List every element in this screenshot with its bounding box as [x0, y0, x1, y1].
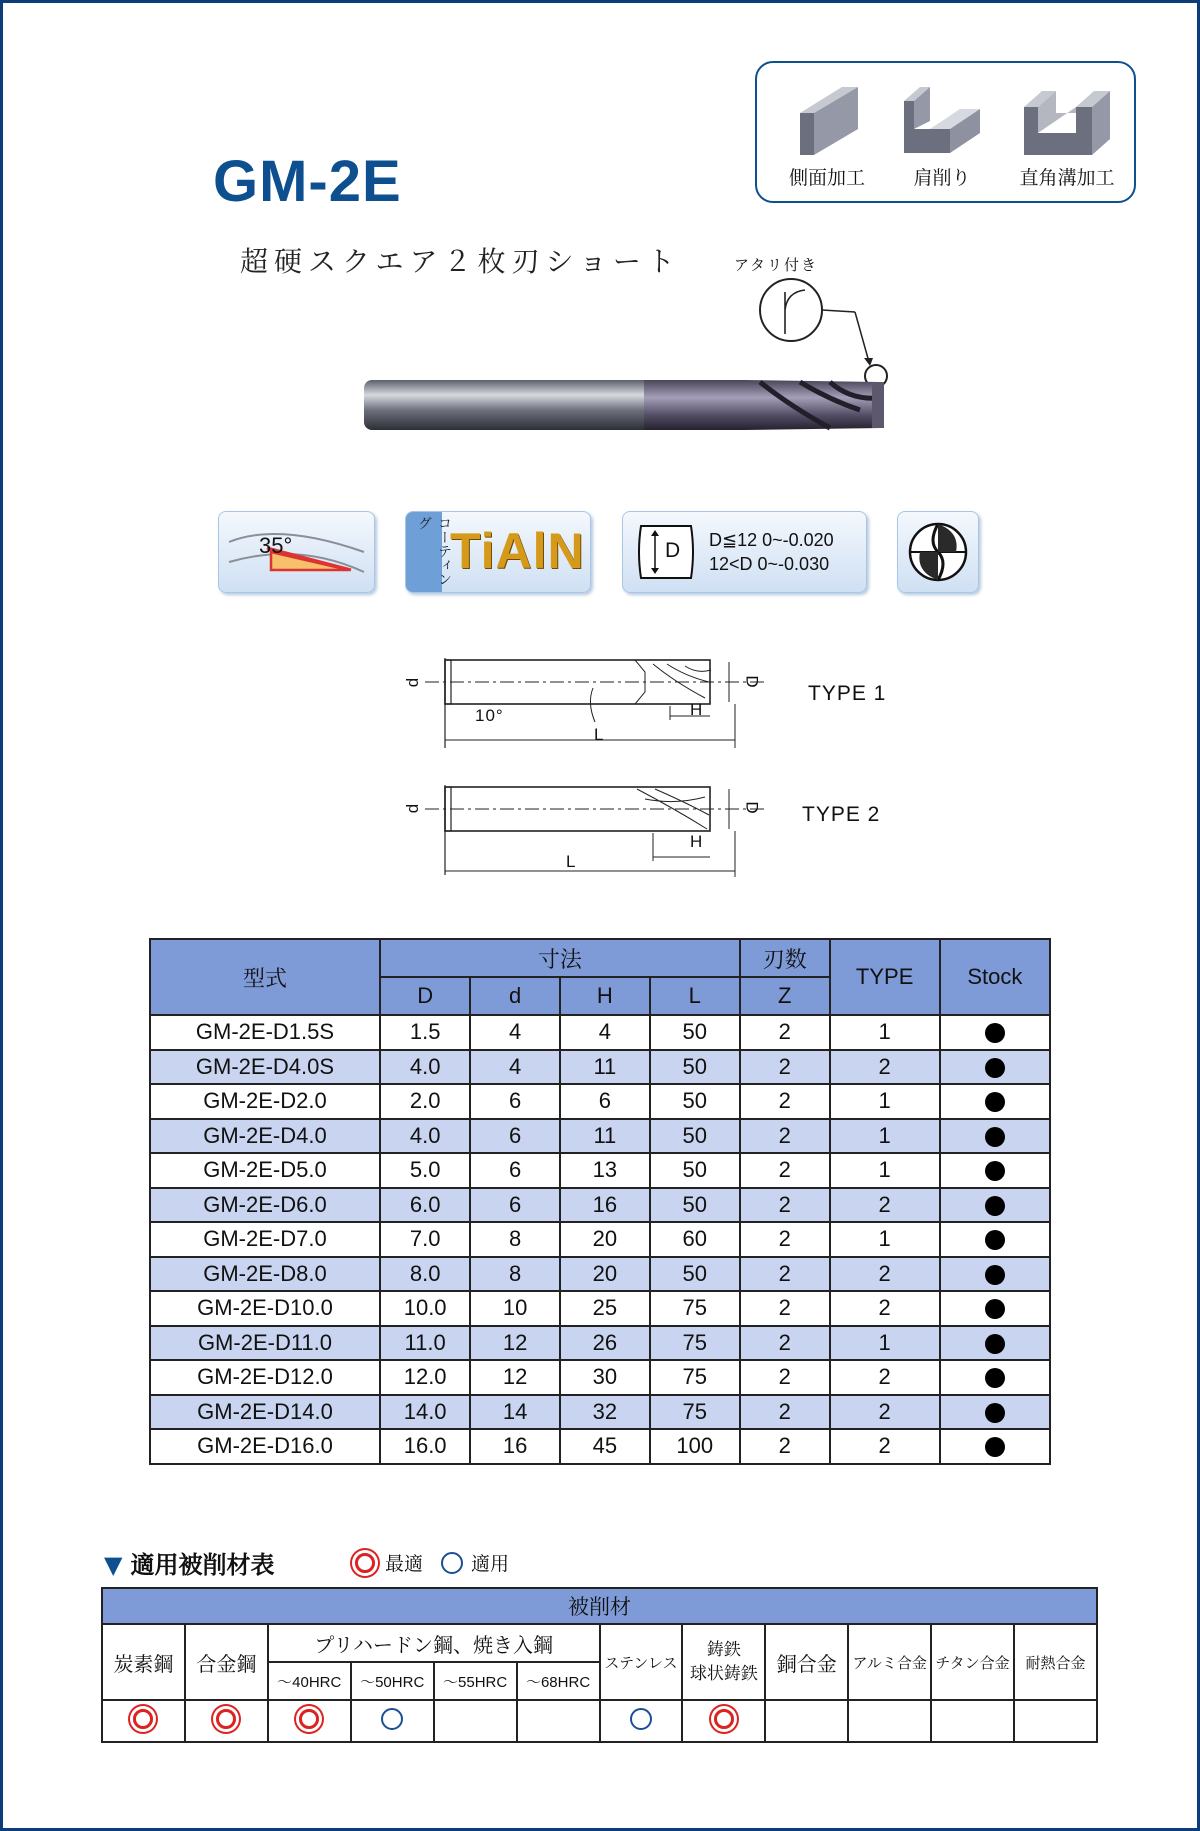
prehardened-group: プリハードン鋼、焼き入鋼	[268, 1624, 600, 1662]
in-stock-dot-icon	[985, 1023, 1005, 1043]
type2-drawing	[405, 775, 785, 880]
cell-stock	[940, 1291, 1050, 1326]
cell-l: 75	[650, 1326, 740, 1361]
cell-model: GM-2E-D10.0	[150, 1291, 380, 1326]
cell-type: 2	[830, 1429, 940, 1464]
circle-icon	[630, 1708, 652, 1730]
cell-model: GM-2E-D14.0	[150, 1395, 380, 1430]
flute-count-badge	[897, 511, 979, 593]
in-stock-dot-icon	[985, 1127, 1005, 1147]
shoulder-milling-icon	[900, 83, 984, 157]
cell-d: 6.0	[380, 1188, 470, 1223]
cell-stock	[940, 1222, 1050, 1257]
cell-stock	[940, 1015, 1050, 1050]
in-stock-dot-icon	[985, 1161, 1005, 1181]
cell-l: 50	[650, 1015, 740, 1050]
side-milling-icon	[792, 83, 862, 157]
cell-z: 2	[740, 1084, 830, 1119]
in-stock-dot-icon	[985, 1265, 1005, 1285]
cell-d: 10.0	[380, 1291, 470, 1326]
flute-length-label: H	[690, 832, 704, 851]
cell-d: 10	[470, 1291, 560, 1326]
table-row	[150, 1084, 1050, 1119]
cell-d: 4	[470, 1015, 560, 1050]
table-row	[150, 1119, 1050, 1154]
cell-type: 1	[830, 1084, 940, 1119]
cell-stock	[940, 1050, 1050, 1085]
cell-type: 2	[830, 1050, 940, 1085]
shank-diameter-label: d	[403, 802, 423, 814]
rating-cell	[434, 1700, 517, 1742]
rating-cell	[931, 1700, 1014, 1742]
tolerance-badge	[622, 511, 867, 593]
header-type: TYPE	[830, 939, 940, 1015]
in-stock-dot-icon	[985, 1092, 1005, 1112]
cell-z: 2	[740, 1222, 830, 1257]
cutting-diameter-label: D	[742, 675, 762, 689]
cell-d: 6	[470, 1119, 560, 1154]
circle-icon	[441, 1552, 463, 1574]
flute-length-label: H	[690, 700, 704, 719]
material-col: ～40HRC	[268, 1662, 351, 1700]
material-col: ステンレス	[600, 1624, 683, 1700]
rating-cell	[268, 1700, 351, 1742]
cell-l: 50	[650, 1119, 740, 1154]
table-row	[150, 1429, 1050, 1464]
cell-h: 30	[560, 1360, 650, 1395]
rating-cell	[102, 1700, 185, 1742]
rating-cell	[185, 1700, 268, 1742]
double-circle-icon	[714, 1709, 734, 1729]
cell-d: 2.0	[380, 1084, 470, 1119]
application-label: 直角溝加工	[1019, 167, 1115, 189]
helix-angle-badge	[218, 511, 375, 593]
table-row	[150, 1360, 1050, 1395]
cell-model: GM-2E-D11.0	[150, 1326, 380, 1361]
cell-h: 13	[560, 1153, 650, 1188]
triangle-icon: ▼	[104, 1551, 123, 1579]
cell-model: GM-2E-D16.0	[150, 1429, 380, 1464]
table-row	[150, 1395, 1050, 1430]
chamfer-angle-label: 10°	[475, 706, 504, 725]
cell-l: 50	[650, 1188, 740, 1223]
cell-l: 75	[650, 1395, 740, 1430]
coating-label-band	[406, 512, 452, 592]
in-stock-dot-icon	[985, 1058, 1005, 1078]
in-stock-dot-icon	[985, 1299, 1005, 1319]
coating-label: コーティング	[416, 516, 452, 586]
cell-z: 2	[740, 1153, 830, 1188]
cell-z: 2	[740, 1257, 830, 1292]
double-circle-icon	[355, 1553, 375, 1573]
cell-stock	[940, 1084, 1050, 1119]
overall-length-label: L	[594, 725, 605, 744]
in-stock-dot-icon	[985, 1403, 1005, 1423]
cell-model: GM-2E-D5.0	[150, 1153, 380, 1188]
cell-stock	[940, 1257, 1050, 1292]
cell-model: GM-2E-D2.0	[150, 1084, 380, 1119]
ratings-row	[102, 1700, 1097, 1742]
cell-d: 8	[470, 1222, 560, 1257]
tolerance-line: 12<D 0~-0.030	[709, 554, 830, 574]
cell-l: 60	[650, 1222, 740, 1257]
table-row	[150, 1050, 1050, 1085]
cell-z: 2	[740, 1291, 830, 1326]
material-col: 銅合金	[765, 1624, 848, 1700]
cell-type: 1	[830, 1119, 940, 1154]
cell-d: 16	[470, 1429, 560, 1464]
application-side-milling	[777, 83, 877, 190]
cutting-diameter-label: D	[742, 801, 762, 815]
header-D: D	[380, 977, 470, 1015]
type2-label: TYPE 2	[802, 803, 881, 826]
rating-cell	[765, 1700, 848, 1742]
cell-h: 32	[560, 1395, 650, 1430]
cell-d: 6	[470, 1188, 560, 1223]
cell-h: 16	[560, 1188, 650, 1223]
cell-model: GM-2E-D12.0	[150, 1360, 380, 1395]
cell-d: 12	[470, 1360, 560, 1395]
material-col: 合金鋼	[185, 1624, 268, 1700]
cell-h: 26	[560, 1326, 650, 1361]
materials-table	[101, 1587, 1098, 1743]
tolerance-values	[709, 528, 834, 576]
material-col: 鋳鉄 球状鋳鉄	[682, 1624, 765, 1700]
rating-cell	[682, 1700, 765, 1742]
cell-h: 20	[560, 1257, 650, 1292]
materials-title: 適用被削材表	[130, 1551, 275, 1579]
table-row	[150, 1188, 1050, 1223]
in-stock-dot-icon	[985, 1437, 1005, 1457]
cell-d: 4.0	[380, 1119, 470, 1154]
slotting-icon	[1020, 83, 1114, 157]
in-stock-dot-icon	[985, 1334, 1005, 1354]
cell-h: 20	[560, 1222, 650, 1257]
cell-type: 2	[830, 1360, 940, 1395]
cell-z: 2	[740, 1119, 830, 1154]
cell-d: 14.0	[380, 1395, 470, 1430]
material-col: 耐熱合金	[1014, 1624, 1097, 1700]
cell-stock	[940, 1360, 1050, 1395]
cell-d: 5.0	[380, 1153, 470, 1188]
application-slotting	[1007, 83, 1127, 190]
application-shoulder-milling	[892, 83, 992, 190]
application-box	[755, 61, 1136, 203]
legend-best	[350, 1549, 423, 1576]
cell-stock	[940, 1395, 1050, 1430]
cell-type: 2	[830, 1395, 940, 1430]
overall-length-label: L	[566, 852, 577, 871]
material-col: チタン合金	[931, 1624, 1014, 1700]
double-circle-icon	[216, 1709, 236, 1729]
legend-ok	[436, 1549, 509, 1576]
header-Z: Z	[740, 977, 830, 1015]
cell-z: 2	[740, 1429, 830, 1464]
cell-stock	[940, 1326, 1050, 1361]
material-col: ～50HRC	[351, 1662, 434, 1700]
cell-d: 14	[470, 1395, 560, 1430]
cell-stock	[940, 1119, 1050, 1154]
tolerance-symbol: D	[665, 539, 681, 562]
product-model-title: GM-2E	[213, 149, 402, 214]
cell-model: GM-2E-D7.0	[150, 1222, 380, 1257]
cell-stock	[940, 1188, 1050, 1223]
cell-type: 2	[830, 1257, 940, 1292]
in-stock-dot-icon	[985, 1230, 1005, 1250]
legend-best-label: 最適	[385, 1553, 424, 1575]
cell-model: GM-2E-D8.0	[150, 1257, 380, 1292]
cell-l: 50	[650, 1084, 740, 1119]
spec-table	[149, 938, 1051, 1465]
rating-cell	[600, 1700, 683, 1742]
shank-diameter-label: d	[403, 676, 423, 688]
header-flutes: 刃数	[740, 939, 830, 977]
cell-d: 4	[470, 1050, 560, 1085]
cell-model: GM-2E-D6.0	[150, 1188, 380, 1223]
cell-h: 6	[560, 1084, 650, 1119]
material-col: 炭素鋼	[102, 1624, 185, 1700]
materials-heading	[104, 1545, 274, 1580]
tolerance-line: D≦12 0~-0.020	[709, 530, 834, 550]
cell-d: 11.0	[380, 1326, 470, 1361]
cell-d: 4.0	[380, 1050, 470, 1085]
cell-d: 1.5	[380, 1015, 470, 1050]
product-subtitle: 超硬スクエア２枚刃ショート	[240, 245, 681, 278]
cell-z: 2	[740, 1015, 830, 1050]
cell-type: 1	[830, 1222, 940, 1257]
cell-type: 1	[830, 1326, 940, 1361]
coating-badge	[405, 511, 591, 593]
cell-l: 50	[650, 1153, 740, 1188]
cell-h: 45	[560, 1429, 650, 1464]
cell-d: 6	[470, 1084, 560, 1119]
materials-caption: 被削材	[102, 1588, 1097, 1624]
double-circle-icon	[299, 1709, 319, 1729]
cell-z: 2	[740, 1188, 830, 1223]
cell-z: 2	[740, 1326, 830, 1361]
in-stock-dot-icon	[985, 1196, 1005, 1216]
cell-model: GM-2E-D4.0	[150, 1119, 380, 1154]
table-row	[150, 1153, 1050, 1188]
cell-type: 2	[830, 1291, 940, 1326]
cell-stock	[940, 1429, 1050, 1464]
cell-d: 8	[470, 1257, 560, 1292]
application-label: 側面加工	[788, 167, 865, 189]
cell-d: 16.0	[380, 1429, 470, 1464]
cell-l: 75	[650, 1360, 740, 1395]
in-stock-dot-icon	[985, 1368, 1005, 1388]
cell-l: 75	[650, 1291, 740, 1326]
double-circle-icon	[133, 1709, 153, 1729]
cell-d: 12	[470, 1326, 560, 1361]
cell-type: 2	[830, 1188, 940, 1223]
material-col: ～68HRC	[517, 1662, 600, 1700]
table-row	[150, 1326, 1050, 1361]
header-d: d	[470, 977, 560, 1015]
circle-icon	[381, 1708, 403, 1730]
material-col: ～55HRC	[434, 1662, 517, 1700]
end-mill-photo	[360, 370, 890, 440]
helix-angle-value: 35°	[259, 533, 293, 558]
type1-label: TYPE 1	[808, 682, 887, 705]
cell-d: 7.0	[380, 1222, 470, 1257]
header-L: L	[650, 977, 740, 1015]
cell-z: 2	[740, 1360, 830, 1395]
helix-angle-icon	[219, 512, 374, 592]
table-row	[150, 1222, 1050, 1257]
two-flute-end-icon	[898, 512, 978, 592]
cell-l: 100	[650, 1429, 740, 1464]
cell-h: 11	[560, 1050, 650, 1085]
header-dimensions: 寸法	[380, 939, 740, 977]
header-stock: Stock	[940, 939, 1050, 1015]
cell-model: GM-2E-D1.5S	[150, 1015, 380, 1050]
table-row	[150, 1257, 1050, 1292]
table-row	[150, 1015, 1050, 1050]
rating-cell	[517, 1700, 600, 1742]
application-label: 肩削り	[913, 167, 971, 189]
material-col: アルミ合金	[848, 1624, 931, 1700]
header-model: 型式	[150, 939, 380, 1015]
cell-l: 50	[650, 1257, 740, 1292]
cell-z: 2	[740, 1050, 830, 1085]
spec-table-body	[150, 1015, 1050, 1464]
legend-ok-label: 適用	[471, 1553, 510, 1575]
header-H: H	[560, 977, 650, 1015]
cell-type: 1	[830, 1015, 940, 1050]
cell-d: 6	[470, 1153, 560, 1188]
cell-d: 8.0	[380, 1257, 470, 1292]
cell-h: 11	[560, 1119, 650, 1154]
cell-model: GM-2E-D4.0S	[150, 1050, 380, 1085]
cell-h: 25	[560, 1291, 650, 1326]
cell-h: 4	[560, 1015, 650, 1050]
coating-name: TiAlN	[450, 523, 585, 579]
table-row	[150, 1291, 1050, 1326]
rating-cell	[1014, 1700, 1097, 1742]
rating-cell	[848, 1700, 931, 1742]
cell-d: 12.0	[380, 1360, 470, 1395]
cell-type: 1	[830, 1153, 940, 1188]
cell-l: 50	[650, 1050, 740, 1085]
cell-stock	[940, 1153, 1050, 1188]
cell-z: 2	[740, 1395, 830, 1430]
atari-label: アタリ付き	[734, 256, 818, 274]
rating-cell	[351, 1700, 434, 1742]
